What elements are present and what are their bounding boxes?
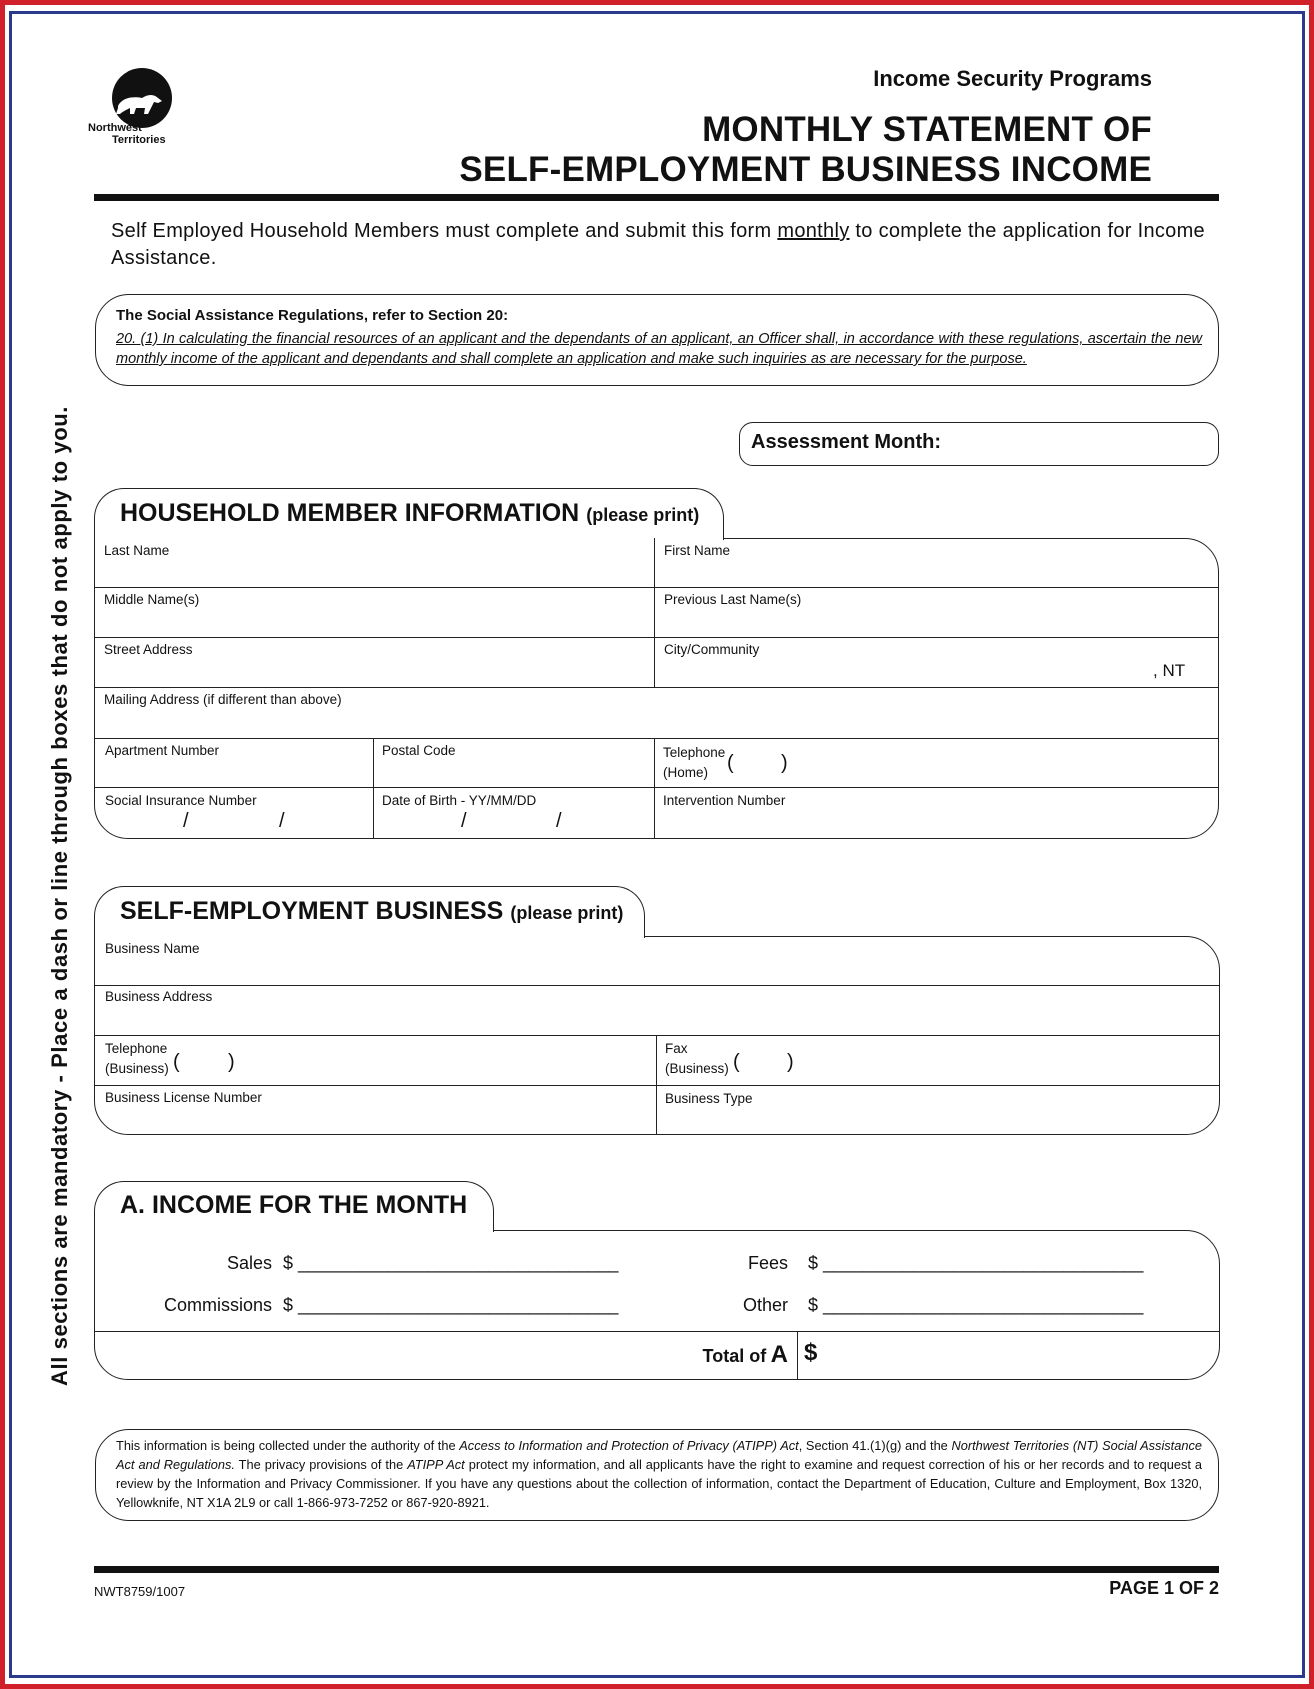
row-divider: [94, 738, 1219, 739]
fax-area-code-open: (: [733, 1051, 740, 1073]
col-divider: [373, 738, 374, 839]
privacy-p4: Northwest Territories (NT) Social Assistance Act and Regulations.: [116, 1438, 1202, 1472]
business-area-code-close: ): [228, 1051, 235, 1073]
row-divider: [94, 1085, 1220, 1086]
business-title-text: SELF-EMPLOYMENT BUSINESS: [120, 897, 504, 925]
sales-blank: $ ________________________________: [283, 1253, 619, 1273]
row-divider: [94, 787, 1219, 788]
sin-label: Social Insurance Number: [105, 793, 257, 808]
dob-label: Date of Birth - YY/MM/DD: [382, 793, 537, 808]
polar-bear-icon: [88, 68, 184, 148]
privacy-p3: , Section 41.(1)(g) and the: [798, 1438, 952, 1453]
header-rule: [94, 194, 1219, 201]
business-area-code-open: (: [173, 1051, 180, 1073]
commissions-field[interactable]: [296, 1291, 598, 1317]
form-number: NWT8759/1007: [94, 1584, 186, 1599]
business-fax-label: [665, 1039, 729, 1079]
col-divider: [654, 538, 655, 687]
income-title: A. INCOME FOR THE MONTH: [120, 1191, 468, 1219]
total-a-field[interactable]: [826, 1339, 1196, 1373]
fees-field[interactable]: [822, 1249, 1126, 1275]
row-divider: [94, 1035, 1220, 1036]
business-telephone-label-1: Telephone: [105, 1041, 168, 1056]
middle-names-field[interactable]: [96, 610, 652, 636]
business-title: [120, 897, 623, 926]
street-address-label: Street Address: [104, 642, 193, 657]
home-telephone-field[interactable]: [795, 754, 1215, 780]
col-divider: [797, 1331, 798, 1380]
home-area-code-open: (: [727, 752, 734, 774]
fees-blank: $ ________________________________: [808, 1253, 1144, 1273]
mandatory-note: All sections are mandatory - Place a dash or line through boxes that do not apply to you.: [47, 406, 72, 1386]
business-telephone-label-2: (Business): [105, 1061, 169, 1076]
intervention-number-field[interactable]: [656, 810, 1196, 837]
business-subtitle: (please print): [510, 903, 624, 923]
row-divider: [94, 637, 1219, 638]
license-number-field[interactable]: [96, 1108, 652, 1133]
dob-slash-2: /: [556, 810, 562, 832]
home-telephone-label: [663, 743, 725, 783]
assessment-month-label: Assessment Month:: [751, 431, 942, 453]
business-name-field[interactable]: [96, 958, 1196, 984]
home-telephone-label-2: (Home): [663, 765, 709, 780]
total-a-label: [680, 1341, 788, 1369]
first-name-field[interactable]: [656, 560, 1196, 586]
business-fax-label-2: (Business): [665, 1061, 729, 1076]
commissions-label: Commissions: [163, 1295, 272, 1315]
business-fax-field[interactable]: [801, 1052, 1216, 1078]
fees-label: Fees: [747, 1253, 788, 1273]
sin-slash-2: /: [279, 810, 285, 832]
privacy-p1: This information is being collected under the authority of the: [116, 1438, 460, 1453]
dob-field[interactable]: [375, 810, 652, 837]
sales-label: Sales: [226, 1253, 272, 1273]
regulations-text: 20. (1) In calculating the financial resources of an applicant and the dependants of an applicant, an Officer shall, in accordance with these regulations, ascertain the new monthly income of the applicant and dependants and shall complete an application and make such inquiries as are necessary for the purpose.: [116, 331, 1202, 367]
logo-text-2: Territories: [112, 134, 166, 146]
intro-after: to complete the application for Income Assistance.: [111, 220, 1205, 269]
total-letter: A: [770, 1341, 788, 1368]
intervention-number-label: Intervention Number: [663, 793, 786, 808]
street-address-field[interactable]: [96, 660, 652, 686]
business-fax-label-1: Fax: [665, 1041, 688, 1056]
business-telephone-label: [105, 1039, 169, 1079]
dob-slash-1: /: [461, 810, 467, 832]
business-telephone-field[interactable]: [241, 1052, 652, 1078]
intro-text: [111, 218, 1205, 272]
first-name-label: First Name: [664, 543, 731, 558]
privacy-p6: ATIPP Act: [407, 1457, 465, 1472]
sales-field[interactable]: [296, 1249, 598, 1275]
regulations-title: The Social Assistance Regulations, refer to Section 20:: [116, 307, 509, 324]
business-type-field[interactable]: [658, 1108, 1198, 1133]
total-dollar-sign: $: [804, 1339, 818, 1366]
other-field[interactable]: [822, 1291, 1126, 1317]
apartment-number-field[interactable]: [96, 761, 371, 786]
middle-names-label: Middle Name(s): [104, 592, 200, 607]
fax-area-code-close: ): [787, 1051, 794, 1073]
privacy-p2: Access to Information and Protection of Privacy (ATIPP) Act: [459, 1438, 799, 1453]
row-divider: [94, 687, 1219, 688]
business-address-field[interactable]: [96, 1007, 1216, 1034]
business-type-label: Business Type: [665, 1091, 753, 1106]
program-name: Income Security Programs: [873, 66, 1152, 91]
home-area-code-close: ): [781, 752, 788, 774]
row-divider: [94, 587, 1219, 588]
home-telephone-label-1: Telephone: [663, 745, 726, 760]
household-title-text: HOUSEHOLD MEMBER INFORMATION: [120, 499, 580, 527]
form-title-line2: SELF-EMPLOYMENT BUSINESS INCOME: [459, 150, 1152, 189]
form-title: [459, 110, 1152, 190]
privacy-p7: protect my information, and all applicants have the right to examine and request correction of his or her records and to request a review by the Information and Privacy Commissioner. If you have any questions about the collection of information, contact the Department of Education, Culture and Employment, Box 1320, Yellowknife, NT X1A 2L9 or call 1-866-973-7252 or 867-920-8921.: [116, 1457, 1203, 1510]
household-subtitle: (please print): [586, 505, 700, 525]
other-blank: $ ________________________________: [808, 1295, 1144, 1315]
postal-code-label: Postal Code: [382, 743, 456, 758]
row-divider: [94, 985, 1220, 986]
business-area-code-field[interactable]: [183, 1052, 225, 1078]
nwt-logo: [88, 68, 184, 148]
sin-slash-1: /: [183, 810, 189, 832]
footer-rule: [94, 1566, 1219, 1573]
mailing-address-field[interactable]: [96, 710, 1216, 736]
sin-field[interactable]: [96, 810, 371, 837]
other-label: Other: [742, 1295, 788, 1315]
city-community-label: City/Community: [664, 642, 760, 657]
intro-underlined: monthly: [777, 220, 850, 242]
privacy-notice: [116, 1436, 1202, 1512]
logo-text-1: Northwest: [88, 122, 142, 134]
total-label-text: Total of: [702, 1346, 767, 1366]
last-name-label: Last Name: [104, 543, 170, 558]
form-title-line1: MONTHLY STATEMENT OF: [702, 110, 1152, 149]
mailing-address-label: Mailing Address (if different than above): [104, 692, 342, 707]
intro-before: Self Employed Household Members must complete and submit this form: [111, 220, 778, 242]
business-address-label: Business Address: [105, 989, 213, 1004]
privacy-p5: The privacy provisions of the: [234, 1457, 408, 1472]
col-divider: [656, 1035, 657, 1135]
last-name-field[interactable]: [96, 560, 652, 586]
city-community-field[interactable]: [656, 660, 1146, 686]
business-name-label: Business Name: [105, 941, 200, 956]
commissions-blank: $ ________________________________: [283, 1295, 619, 1315]
apartment-number-label: Apartment Number: [105, 743, 220, 758]
home-area-code-field[interactable]: [737, 754, 779, 780]
nt-suffix: , NT: [1153, 661, 1186, 680]
row-divider: [94, 1331, 1220, 1332]
previous-last-names-field[interactable]: [656, 610, 1216, 636]
household-title: [120, 499, 699, 528]
previous-last-names-label: Previous Last Name(s): [664, 592, 802, 607]
col-divider: [654, 738, 655, 839]
postal-code-field[interactable]: [375, 761, 652, 786]
page-number: PAGE 1 OF 2: [1109, 1578, 1219, 1598]
license-number-label: Business License Number: [105, 1090, 262, 1105]
fax-area-code-field[interactable]: [743, 1052, 785, 1078]
